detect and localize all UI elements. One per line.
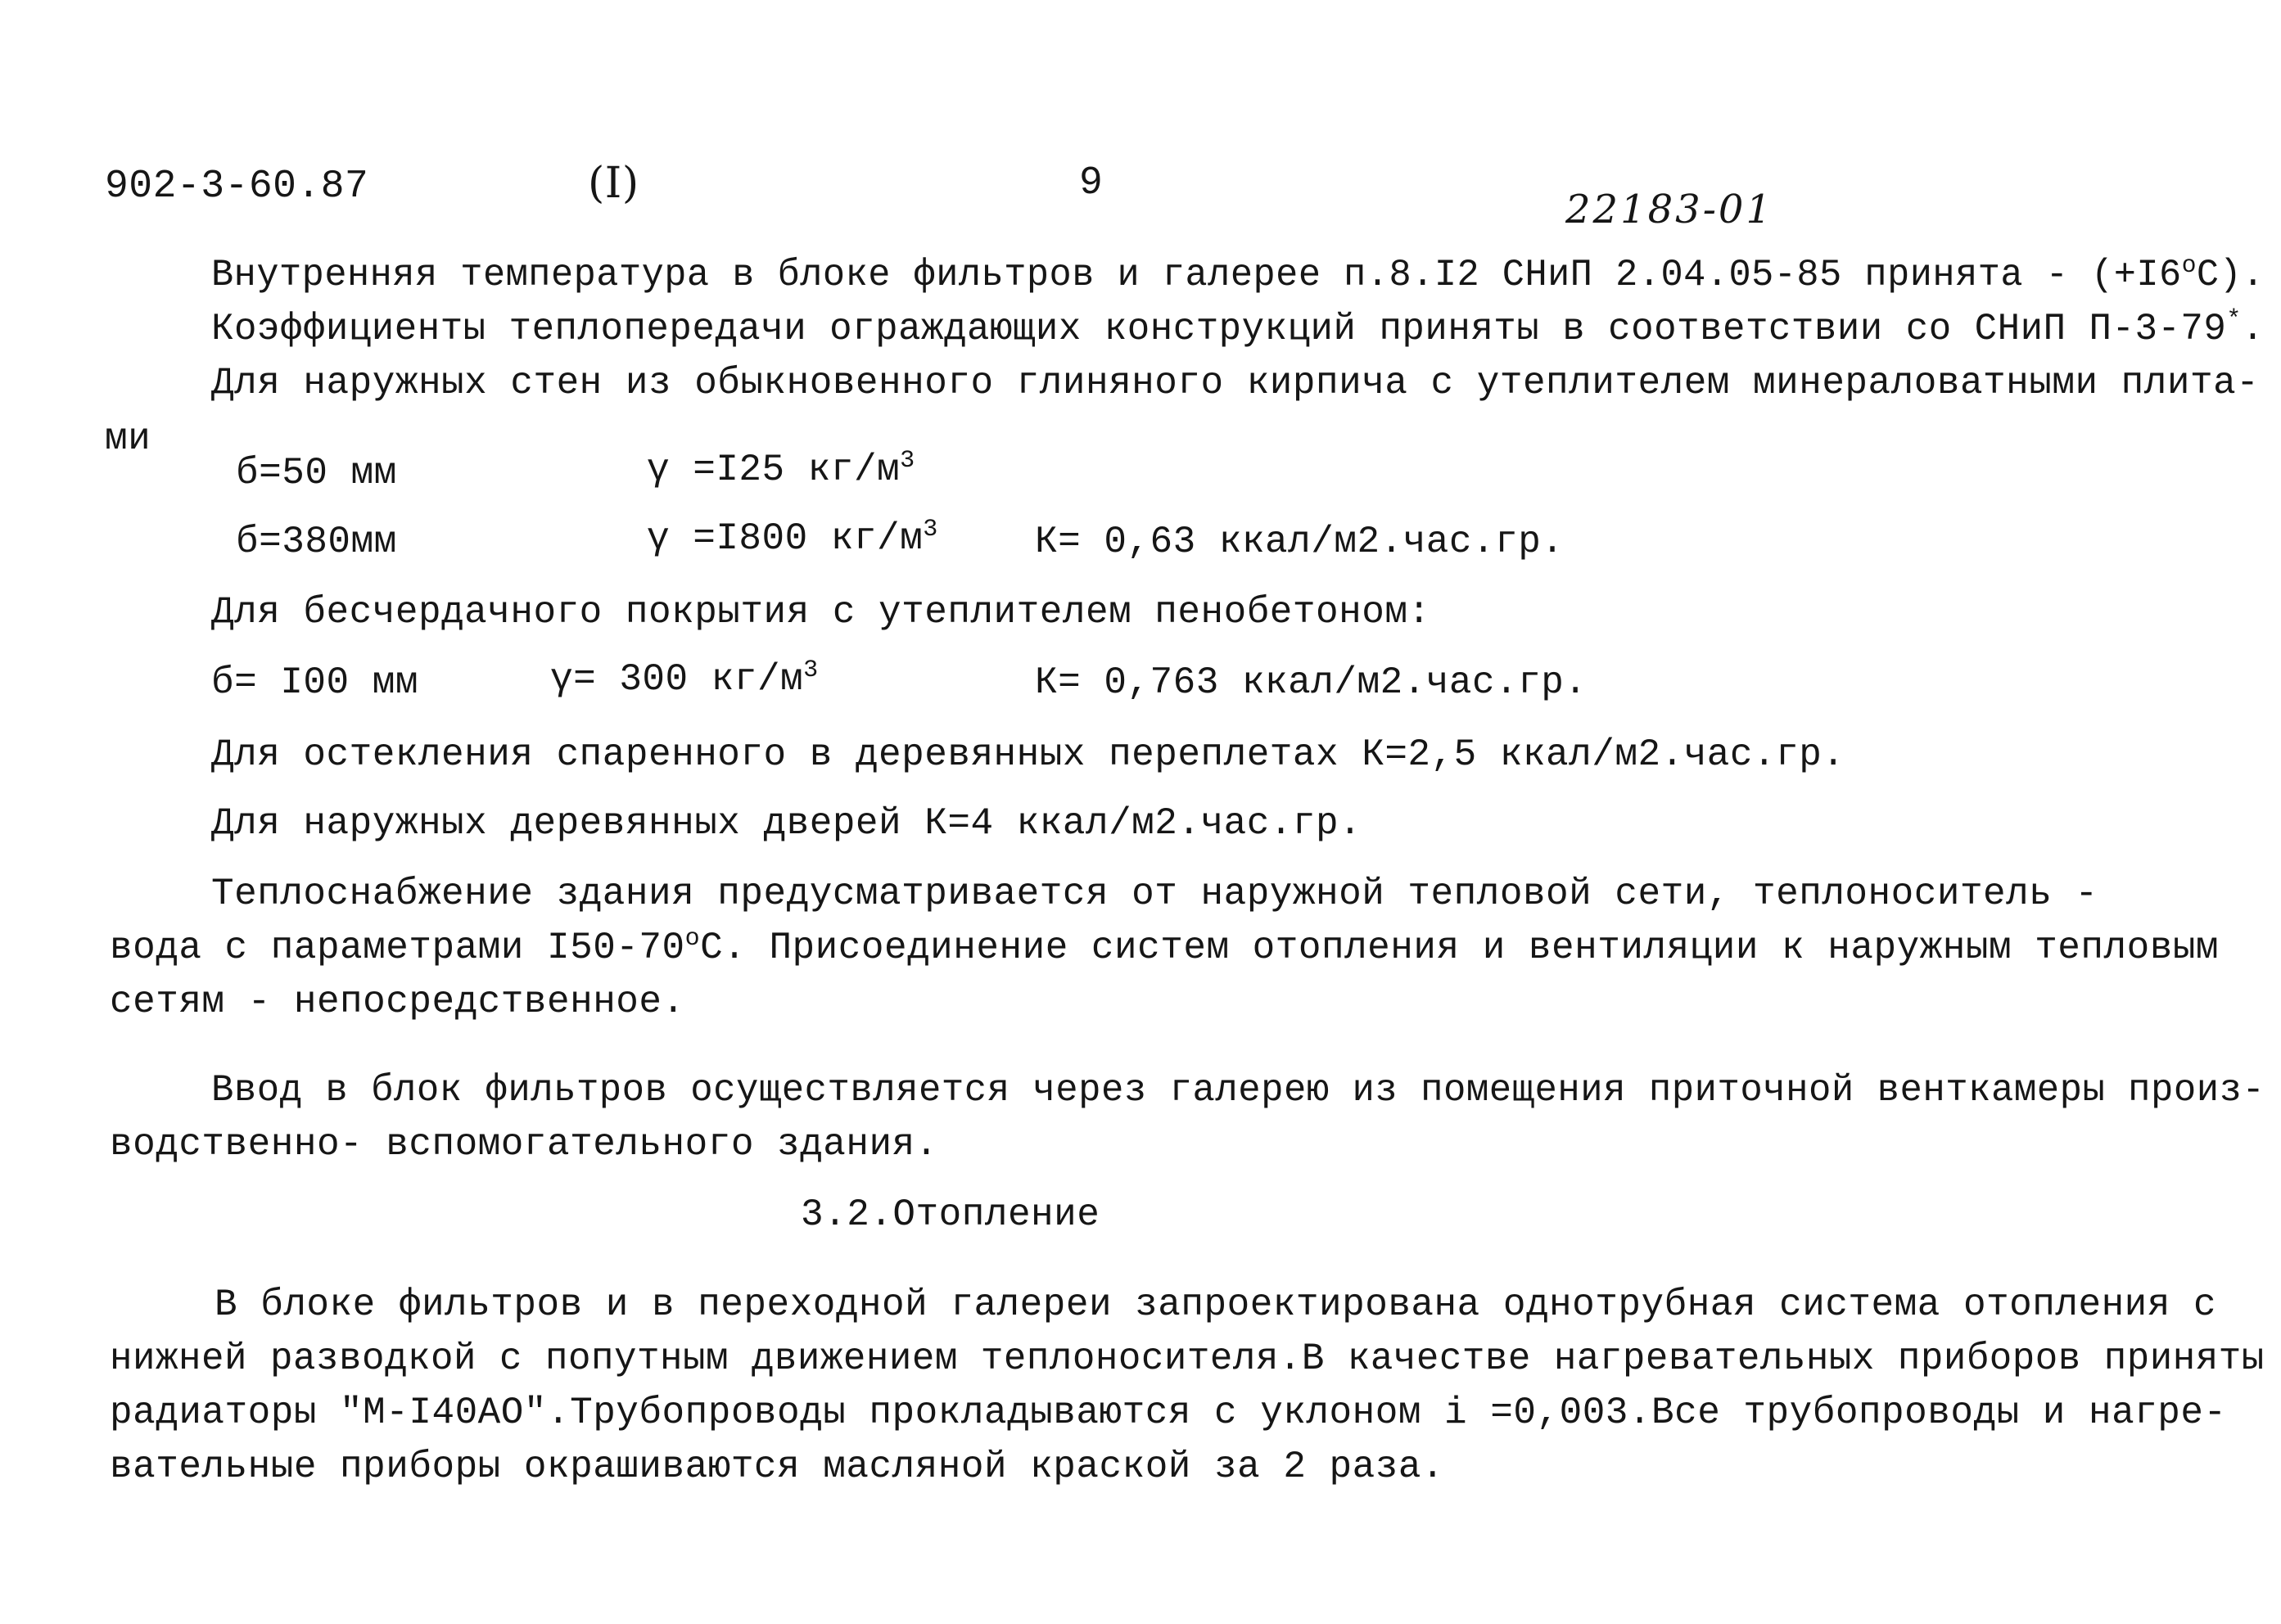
text-line: вода с параметрами I50-70$^o$С. Присоединение систем отопления и вентиляции к наружным тепловым bbox=[110, 925, 2220, 969]
text-line: Ввод в блок фильтров осуществляется через галерею из помещения приточной венткамеры произ- bbox=[211, 1069, 2265, 1112]
text-line: Теплоснабжение здания предусматривается от наружной тепловой сети, теплоноситель - bbox=[211, 873, 2098, 915]
roof-density: γ= 300 $кг/м^3$ bbox=[550, 656, 819, 701]
text-line: Для остекления спаренного в деревянных переплетах К=2,5 ккал/м2.час.гр. bbox=[211, 733, 1845, 776]
handwritten-code: 22183-01 bbox=[1565, 187, 1773, 232]
wall-layer-2-density: γ =I800 $кг/м^3$ bbox=[647, 516, 938, 560]
roof-k-value: К= 0,763 ккал/м2.час.гр. bbox=[1035, 661, 1588, 704]
document-code: 902-3-60.87 bbox=[105, 165, 369, 209]
text-line: Для наружных стен из обыкновенного глиняного кирпича с утеплителем минераловатными плита- bbox=[211, 362, 2260, 404]
wall-layer-1-thickness: б=50 мм bbox=[236, 452, 397, 494]
wall-k-value: К= 0,63 ккал/м2.час.гр. bbox=[1035, 521, 1565, 563]
page-number: 9 bbox=[1079, 161, 1104, 205]
text-line: радиаторы "М-I40АО".Трубопроводы прокладываются с уклоном i =0,003.Все трубопроводы и нагре- bbox=[110, 1392, 2227, 1434]
roof-thickness: б= I00 мм bbox=[211, 661, 418, 704]
text-line: нижней разводкой с попутным движением теплоносителя.В качестве нагревательных приборов приняты bbox=[110, 1338, 2265, 1380]
section-title: 3.2.Отопление bbox=[801, 1193, 1100, 1236]
text-line: вательные приборы окрашиваются масляной краской за 2 раза. bbox=[110, 1446, 1445, 1488]
text-line: Для бесчердачного покрытия с утеплителем пенобетоном: bbox=[211, 591, 1431, 634]
text-line: В блоке фильтров и в переходной галереи запроектирована однотрубная система отопления с bbox=[215, 1283, 2217, 1326]
wall-layer-1-density: γ =I25 $кг/м^3$ bbox=[647, 447, 915, 491]
text-line: ми bbox=[105, 417, 151, 460]
text-line: сетям - непосредственное. bbox=[110, 981, 685, 1023]
text-line: Коэффициенты теплопередачи ограждающих конструкций приняты в соответствии со СНиП П-3-79*. bbox=[211, 306, 2265, 350]
text-line: Внутренняя температура в блоке фильтров и галерее п.8.I2 СНиП 2.04.05-85 принята - $(+I6^oC)$. bbox=[211, 252, 2265, 296]
text-line: водственно- вспомогательного здания. bbox=[110, 1123, 938, 1166]
text-line: Для наружных деревянных дверей К=4 ккал/м2.час.гр. bbox=[211, 802, 1362, 845]
volume-number: (I) bbox=[588, 159, 639, 208]
wall-layer-2-thickness: б=380мм bbox=[236, 521, 397, 563]
